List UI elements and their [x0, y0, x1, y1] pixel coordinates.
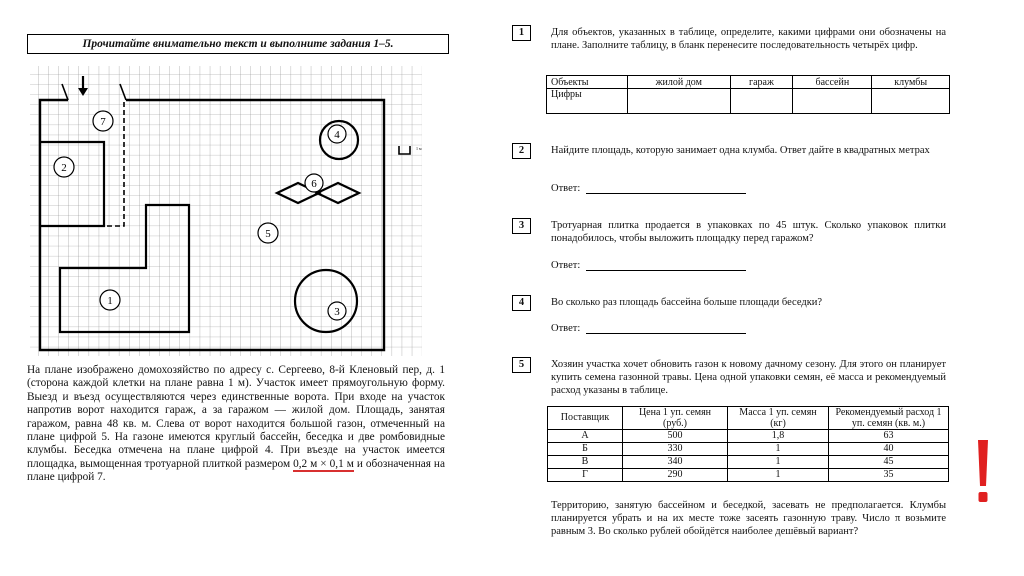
consumption-cell: 35 — [829, 469, 949, 482]
answer-field[interactable] — [586, 183, 746, 194]
task-2-text: Найдите площадь, которую занимает одна клумба. Ответ дайте в квадратных метрах — [551, 145, 930, 156]
answer-label: Ответ: — [551, 323, 581, 334]
task-1-number: 1 — [512, 25, 531, 41]
task-5-number: 5 — [512, 357, 531, 373]
answer-field[interactable] — [586, 323, 746, 334]
supplier-cell: А — [548, 430, 623, 443]
task-4-text: Во сколько раз площадь бассейна больше площади беседки? — [551, 297, 823, 308]
consumption-cell: 63 — [829, 430, 949, 443]
supplier-cell: Б — [548, 443, 623, 456]
task-3-answer — [551, 260, 746, 271]
plan-label-4: 4 — [334, 129, 340, 141]
mass-cell: 1 — [728, 456, 829, 469]
plan-label-2: 2 — [61, 162, 67, 174]
answer-label: Ответ: — [551, 183, 581, 194]
supplier-cell: Г — [548, 469, 623, 482]
table-row — [548, 443, 949, 456]
exclamation-icon — [975, 438, 991, 508]
consumption-cell: 45 — [829, 456, 949, 469]
description-part1: На плане изображено домохозяйство по адресу с. Сергеево, 8-й Кленовый пер, д. 1 (сторона каждой клетки на плане равна 1 м). Участок имеет прямоугольную форму. Выезд и въезд осуществляются через единственные ворота. При входе на участок напротив ворот находится гараж, а за гаражом — жилой дом. Площадь, занятая гаражом, равна 48 кв. м. Слева от ворот находится большой газон, отмеченный на плане цифрой 5. На газоне имеются круглый бассейн, беседка и две ромбовидные клумбы. Беседка отмечена на плане цифрой 4. При въезде на участок имеется площадка, вымощенная тротуарной плиткой размером — [27, 364, 445, 470]
price-cell: 340 — [623, 456, 728, 469]
plan-label-7: 7 — [100, 116, 106, 128]
task-4-answer — [551, 323, 746, 334]
objects-beds-header: клумбы — [872, 76, 950, 89]
plan-description — [27, 364, 445, 485]
objects-table — [546, 75, 950, 114]
answer-field[interactable] — [586, 260, 746, 271]
site-plan — [28, 64, 428, 358]
description-part2: и обозначенная на плане цифрой 7. — [27, 457, 445, 484]
scale-label: 1 м — [416, 146, 422, 151]
task-2-answer — [551, 183, 746, 194]
mass-cell: 1 — [728, 443, 829, 456]
consumption-cell: 40 — [829, 443, 949, 456]
task-3-text: Тротуарная плитка продается в упаковках по 45 штук. Сколько упаковок плитки понадобилось, чтобы выложить площадку перед гаражом? — [551, 220, 946, 244]
task-1-text: Для объектов, указанных в таблице, определите, какими цифрами они обозначены на плане. Заполните таблицу, в бланк перенесите последовательность четырёх цифр. — [551, 27, 946, 51]
price-cell: 330 — [623, 443, 728, 456]
table-row — [548, 456, 949, 469]
instruction-header: Прочитайте внимательно текст и выполните задания 1–5. — [27, 34, 449, 54]
digit-cell[interactable] — [730, 89, 793, 114]
supplier-table — [547, 406, 949, 482]
digit-cell[interactable] — [793, 89, 872, 114]
answer-label: Ответ: — [551, 260, 581, 271]
objects-garage-header: гараж — [730, 76, 793, 89]
task-4-number: 4 — [512, 295, 531, 311]
objects-header: Объекты — [547, 76, 628, 89]
tile-size-highlight: 0,2 м × 0,1 м — [293, 457, 354, 470]
plan-label-6: 6 — [311, 178, 317, 190]
objects-pool-header: бассейн — [793, 76, 872, 89]
price-header: Цена 1 уп. семян (руб.) — [623, 407, 728, 430]
price-cell: 290 — [623, 469, 728, 482]
objects-house-header: жилой дом — [628, 76, 731, 89]
mass-cell: 1,8 — [728, 430, 829, 443]
task-2-number: 2 — [512, 143, 531, 159]
supplier-header: Поставщик — [548, 407, 623, 430]
table-row — [548, 469, 949, 482]
digits-row-label: Цифры — [547, 89, 628, 114]
task-3-number: 3 — [512, 218, 531, 234]
supplier-cell: В — [548, 456, 623, 469]
digit-cell[interactable] — [628, 89, 731, 114]
consumption-header: Рекомендуемый расход 1 уп. семян (кв. м.) — [829, 407, 949, 430]
plan-label-5: 5 — [265, 228, 271, 240]
mass-header: Масса 1 уп. семян (кг) — [728, 407, 829, 430]
digit-cell[interactable] — [872, 89, 950, 114]
plan-label-3: 3 — [334, 306, 340, 318]
mass-cell: 1 — [728, 469, 829, 482]
table-row — [548, 430, 949, 443]
task-5-text: Хозяин участка хочет обновить газон к новому дачному сезону. Для этого он планирует купить семена газонной травы. Цена одной упаковки семян, её масса и рекомендуемый расход указаны в таблице. — [551, 359, 946, 396]
task-5-footer: Территорию, занятую бассейном и беседкой, засевать не предполагается. Клумбы планируется убрать и на их месте тоже засеять газонную траву. Число π возьмите равным 3. Во сколько рублей обойдётся наиболее дешёвый вариант? — [551, 500, 946, 537]
price-cell: 500 — [623, 430, 728, 443]
plan-label-1: 1 — [107, 295, 113, 307]
